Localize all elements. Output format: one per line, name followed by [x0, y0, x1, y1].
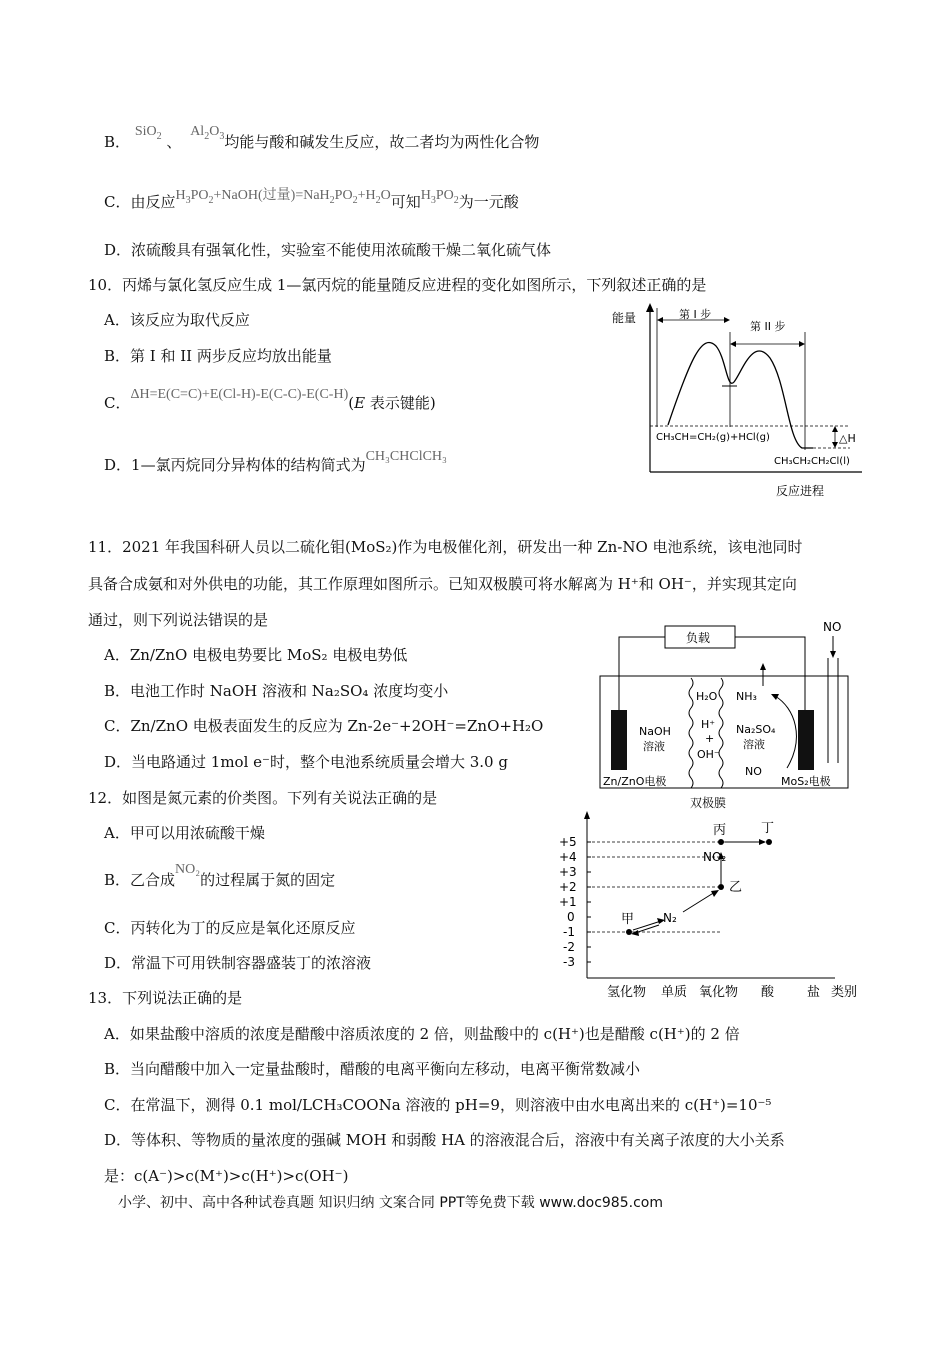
q9-option-c: C．由反应$H_3PO_2+NaOH$(过量)$=NaH_2PO_2+H_2O$可知$H_3PO_2$为一元酸: [104, 188, 519, 211]
na2so4-solution-label: 溶液: [743, 738, 765, 751]
n2-label: N₂: [663, 911, 677, 925]
no-top-label: NO: [823, 620, 842, 634]
xcat-oxide: 氧化物: [699, 985, 739, 1000]
q13-option-b: B．当向醋酸中加入一定量盐酸时，醋酸的电离平衡向左移动，电离平衡常数减小: [104, 1060, 641, 1078]
ytick-plus3: +3: [559, 865, 577, 879]
footer-advert: 小学、初中、高中各种试卷真题 知识归纳 文案合同 PPT等免费下载 www.doc985.com: [118, 1195, 663, 1211]
q10-option-c: C．ΔH=E(C=C)+E(Cl-H)-E(C-C)-E(C-H)(E 表示键能): [104, 387, 436, 412]
q12-stem: 12．如图是氮元素的价类图。下列有关说法正确的是: [88, 789, 438, 807]
step-1-label: 第 I 步: [679, 308, 712, 321]
q11-stem-line3: 通过，则下列说法错误的是: [88, 611, 269, 629]
ding-point: [766, 839, 772, 845]
oh-minus-label: OH⁻: [697, 748, 720, 761]
no2-label: NO₂: [703, 850, 727, 864]
mos2-electrode-label: MoS₂电极: [781, 775, 831, 788]
xcat-hydride: 氢化物: [607, 985, 647, 1000]
h2o-label: H₂O: [696, 690, 718, 703]
q12-option-d: D．常温下可用铁制容器盛装丁的浓溶液: [104, 954, 372, 972]
ch3chclch3-formula: CH₃CHClCH₃: [365, 449, 447, 464]
reaction-formula: $H_3PO_2+NaOH$(过量)$=NaH_2PO_2+H_2O$: [175, 188, 391, 206]
load-label: 负载: [686, 631, 711, 645]
ytick-plus2: +2: [559, 880, 577, 894]
mos2-electrode: [798, 710, 814, 770]
bing-label: 丙: [713, 823, 727, 838]
q13-option-c: C．在常温下，测得 0.1 mol/LCH₃COONa 溶液的 pH=9，则溶液中由水电离出来的 c(H⁺)=10⁻⁵: [104, 1096, 772, 1114]
product-label: CH₃CH₂CH₂Cl(l): [774, 456, 850, 467]
delta-h-formula: ΔH=E(C=C)+E(Cl-H)-E(C-C)-E(C-H): [130, 387, 349, 402]
q11-stem-line1: 11．2021 年我国科研人员以二硫化钼(MoS₂)作为电极催化剂，研发出一种 Zn-NO 电池系统，该电池同时: [88, 538, 803, 556]
energy-diagram: [610, 300, 870, 505]
q12-option-c: C．丙转化为丁的反应是氧化还原反应: [104, 919, 356, 937]
membrane-left: [689, 678, 693, 788]
jia-label: 甲: [621, 912, 635, 927]
sio2-formula: SiO$_2$: [134, 124, 162, 142]
membrane-label: 双极膜: [690, 796, 727, 810]
xcat-category: 类别: [831, 985, 858, 1000]
delta-h-label: △H: [839, 432, 856, 445]
battery-diagram: [595, 618, 860, 790]
energy-ylabel: 能量: [612, 311, 637, 325]
yi-label: 乙: [729, 880, 743, 895]
h3po2-formula: $H_3PO_2$: [420, 188, 459, 206]
q13-option-d-line2: 是：c(A⁻)>c(M⁺)>c(H⁺)>c(OH⁻): [104, 1167, 349, 1185]
na2so4-label: Na₂SO₄: [736, 723, 776, 736]
plus-label: +: [705, 732, 715, 745]
q11-option-c: C．Zn/ZnO 电极表面发生的反应为 Zn-2e⁻+2OH⁻=ZnO+H₂O: [104, 717, 544, 735]
naoh-solution-label: 溶液: [643, 740, 665, 753]
ytick-minus1: -1: [563, 925, 575, 939]
q11-option-d: D．当电路通过 1mol e⁻时，整个电池系统质量会增大 3.0 g: [104, 753, 508, 771]
q10-option-d: D．1—氯丙烷同分异构体的结构简式为CH₃CHClCH₃: [104, 449, 447, 474]
nh3-label: NH₃: [736, 690, 757, 703]
zn-electrode-label: Zn/ZnO电极: [603, 775, 667, 788]
q9-option-d: D．浓硫酸具有强氧化性，实验室不能使用浓硫酸干燥二氧化硫气体: [104, 241, 552, 259]
bing-point: [718, 839, 724, 845]
h-plus-label: H⁺: [701, 718, 716, 731]
q13-option-a: A．如果盐酸中溶质的浓度是醋酸中溶质浓度的 2 倍，则盐酸中的 c(H⁺)也是醋酸 c(H⁺)的 2 倍: [104, 1025, 740, 1043]
ding-label: 丁: [761, 821, 775, 836]
q11-option-a: A．Zn/ZnO 电极电势要比 MoS₂ 电极电势低: [104, 646, 408, 664]
ytick-plus1: +1: [559, 895, 577, 909]
ytick-minus3: -3: [563, 955, 575, 969]
energy-xlabel: 反应进程: [776, 484, 825, 498]
valence-class-chart: [555, 808, 875, 1000]
ytick-plus4: +4: [559, 850, 577, 864]
q10-stem: 10．丙烯与氯化氢反应生成 1—氯丙烷的能量随反应进程的变化如图所示，下列叙述正确的是: [88, 276, 707, 294]
xcat-acid: 酸: [761, 985, 775, 1000]
xcat-element: 单质: [661, 985, 688, 1000]
ytick-plus5: +5: [559, 835, 577, 849]
naoh-label: NaOH: [639, 725, 671, 738]
ytick-minus2: -2: [563, 940, 575, 954]
jia-point: [626, 929, 632, 935]
q13-stem: 13．下列说法正确的是: [88, 989, 243, 1007]
no2-formula: NO₂: [175, 862, 201, 877]
step-2-label: 第 II 步: [750, 320, 786, 333]
al2o3-formula: $Al_2O_3$: [190, 124, 225, 142]
xcat-salt: 盐: [807, 985, 821, 1000]
no-in-label: NO: [745, 765, 762, 778]
yi-point: [718, 884, 724, 890]
q12-option-a: A．甲可以用浓硫酸干燥: [104, 824, 265, 842]
q9-option-b: B． SiO$_2$ 、 $Al_2O_3$均能与酸和碱发生反应，故二者均为两性化合物: [104, 124, 540, 151]
q13-option-d-line1: D．等体积、等物质的量浓度的强碱 MOH 和弱酸 HA 的溶液混合后，溶液中有关离子浓度的大小关系: [104, 1131, 785, 1149]
reactant-label: CH₃CH=CH₂(g)+HCl(g): [656, 432, 770, 443]
q10-option-a: A．该反应为取代反应: [104, 311, 250, 329]
q11-stem-line2: 具备合成氨和对外供电的功能，其工作原理如图所示。已知双极膜可将水解离为 H⁺和 OH⁻，并实现其定向: [88, 575, 797, 593]
zn-electrode: [611, 710, 627, 770]
q12-option-b: B．乙合成NO₂的过程属于氮的固定: [104, 862, 336, 889]
q10-option-b: B．第 I 和 II 两步反应均放出能量: [104, 347, 332, 365]
membrane-right: [719, 678, 723, 788]
q11-option-b: B．电池工作时 NaOH 溶液和 Na₂SO₄ 浓度均变小: [104, 682, 449, 700]
ytick-0: 0: [567, 910, 575, 924]
